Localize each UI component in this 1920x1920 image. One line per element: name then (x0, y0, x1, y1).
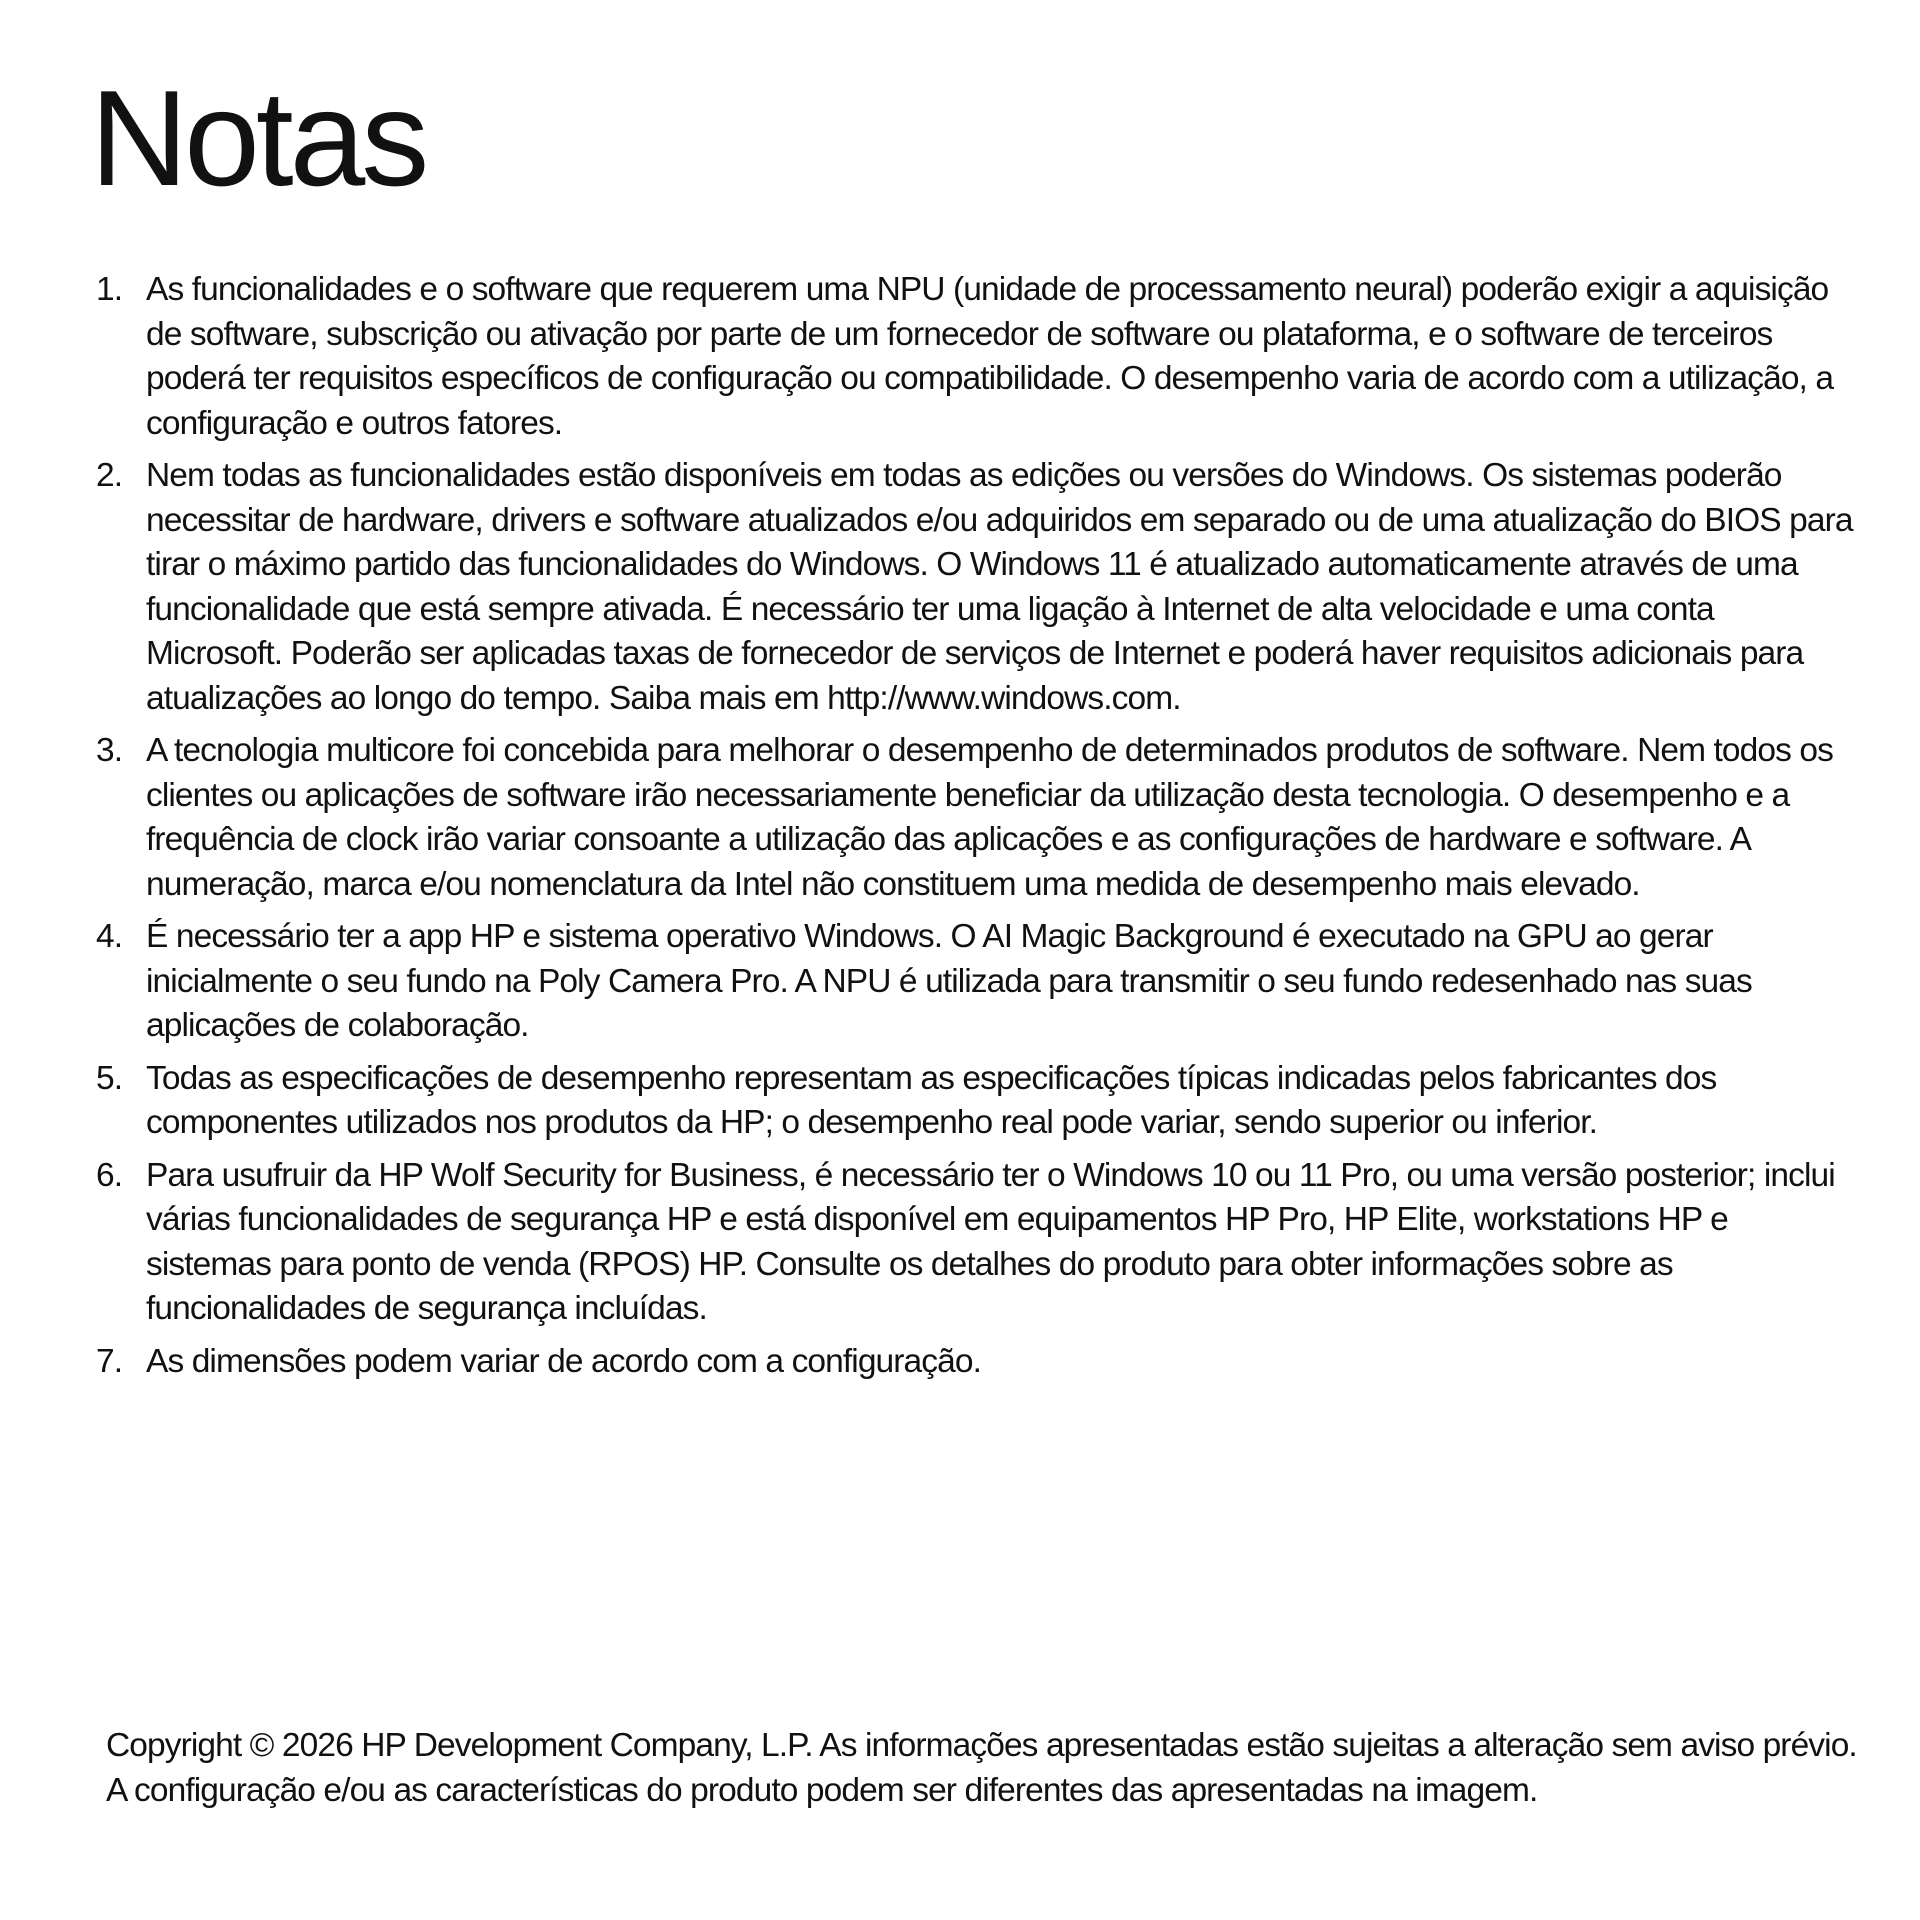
note-text: Todas as especificações de desempenho representam as especificações típicas indicadas pelos fabricantes dos componentes utilizados nos produtos da HP; o desempenho real pode variar, sendo superior ou inferior. (146, 1059, 1717, 1141)
note-number: 4. (96, 918, 123, 955)
note-item-1 (96, 268, 1856, 446)
note-text: As funcionalidades e o software que requerem uma NPU (unidade de processamento neural) poderão exigir a aquisição de software, subscrição ou ativação por parte de um fornecedor de software ou plataforma, e o software de terceiros poderá ter requisitos específicos de configuração ou compatibilidade. O desempenho varia de acordo com a utilização, a configuração e outros fatores. (146, 271, 1834, 442)
note-text: É necessário ter a app HP e sistema operativo Windows. O AI Magic Background é executado na GPU ao gerar inicialmente o seu fundo na Poly Camera Pro. A NPU é utilizada para transmitir o seu fundo redesenhado nas suas aplicações de colaboração. (146, 918, 1752, 1044)
note-number: 6. (96, 1156, 123, 1194)
note-number: 1. (96, 271, 123, 308)
note-item-7 (96, 1340, 1856, 1385)
note-item-2 (96, 454, 1856, 721)
note-text: Nem todas as funcionalidades estão disponíveis em todas as edições ou versões do Windows. Os sistemas poderão necessitar de hardware, drivers e software atualizados e/ou adquiridos em separado ou de uma atualização do BIOS para tirar o máximo partido das funcionalidades do Windows. O Windows 11 é atualizado automaticamente através de uma funcionalidade que está sempre ativada. É necessário ter uma ligação à Internet de alta velocidade e uma conta Microsoft. Poderão ser aplicadas taxas de fornecedor de serviços de Internet e poderá haver requisitos adicionais para atualizações ao longo do tempo. Saiba mais em http://www.windows.com. (146, 457, 1853, 717)
notes-list (96, 268, 1856, 1392)
note-item-3 (96, 729, 1856, 907)
note-text: A tecnologia multicore foi concebida para melhorar o desempenho de determinados produtos de software. Nem todos os clientes ou aplicações de software irão necessariamente beneficiar da utilização desta tecnologia. O desempenho e a frequência de clock irão variar consoante a utilização das aplicações e as configurações de hardware e software. A numeração, marca e/ou nomenclatura da Intel não constituem uma medida de desempenho mais elevado. (146, 732, 1833, 903)
copyright-notice: Copyright © 2026 HP Development Company, L.P. As informações apresentadas estão sujeitas a alteração sem aviso prévio. A configuração e/ou as características do produto podem ser diferentes das apresentadas na imagem. (106, 1727, 1857, 1809)
note-item-4 (96, 915, 1856, 1049)
note-number: 3. (96, 732, 123, 769)
note-text: As dimensões podem variar de acordo com a configuração. (146, 1342, 981, 1380)
page-title: Notas (90, 62, 426, 214)
note-item-6 (96, 1154, 1856, 1332)
note-text: Para usufruir da HP Wolf Security for Business, é necessário ter o Windows 10 ou 11 Pro, ou uma versão posterior; inclui várias funcionalidades de segurança HP e está disponível em equipamentos HP Pro, HP Elite, workstations HP e sistemas para ponto de venda (RPOS) HP. Consulte os detalhes do produto para obter informações sobre as funcionalidades de segurança incluídas. (146, 1156, 1835, 1327)
note-item-5 (96, 1057, 1856, 1146)
note-number: 2. (96, 457, 123, 494)
note-number: 5. (96, 1059, 123, 1097)
note-number: 7. (96, 1342, 123, 1380)
